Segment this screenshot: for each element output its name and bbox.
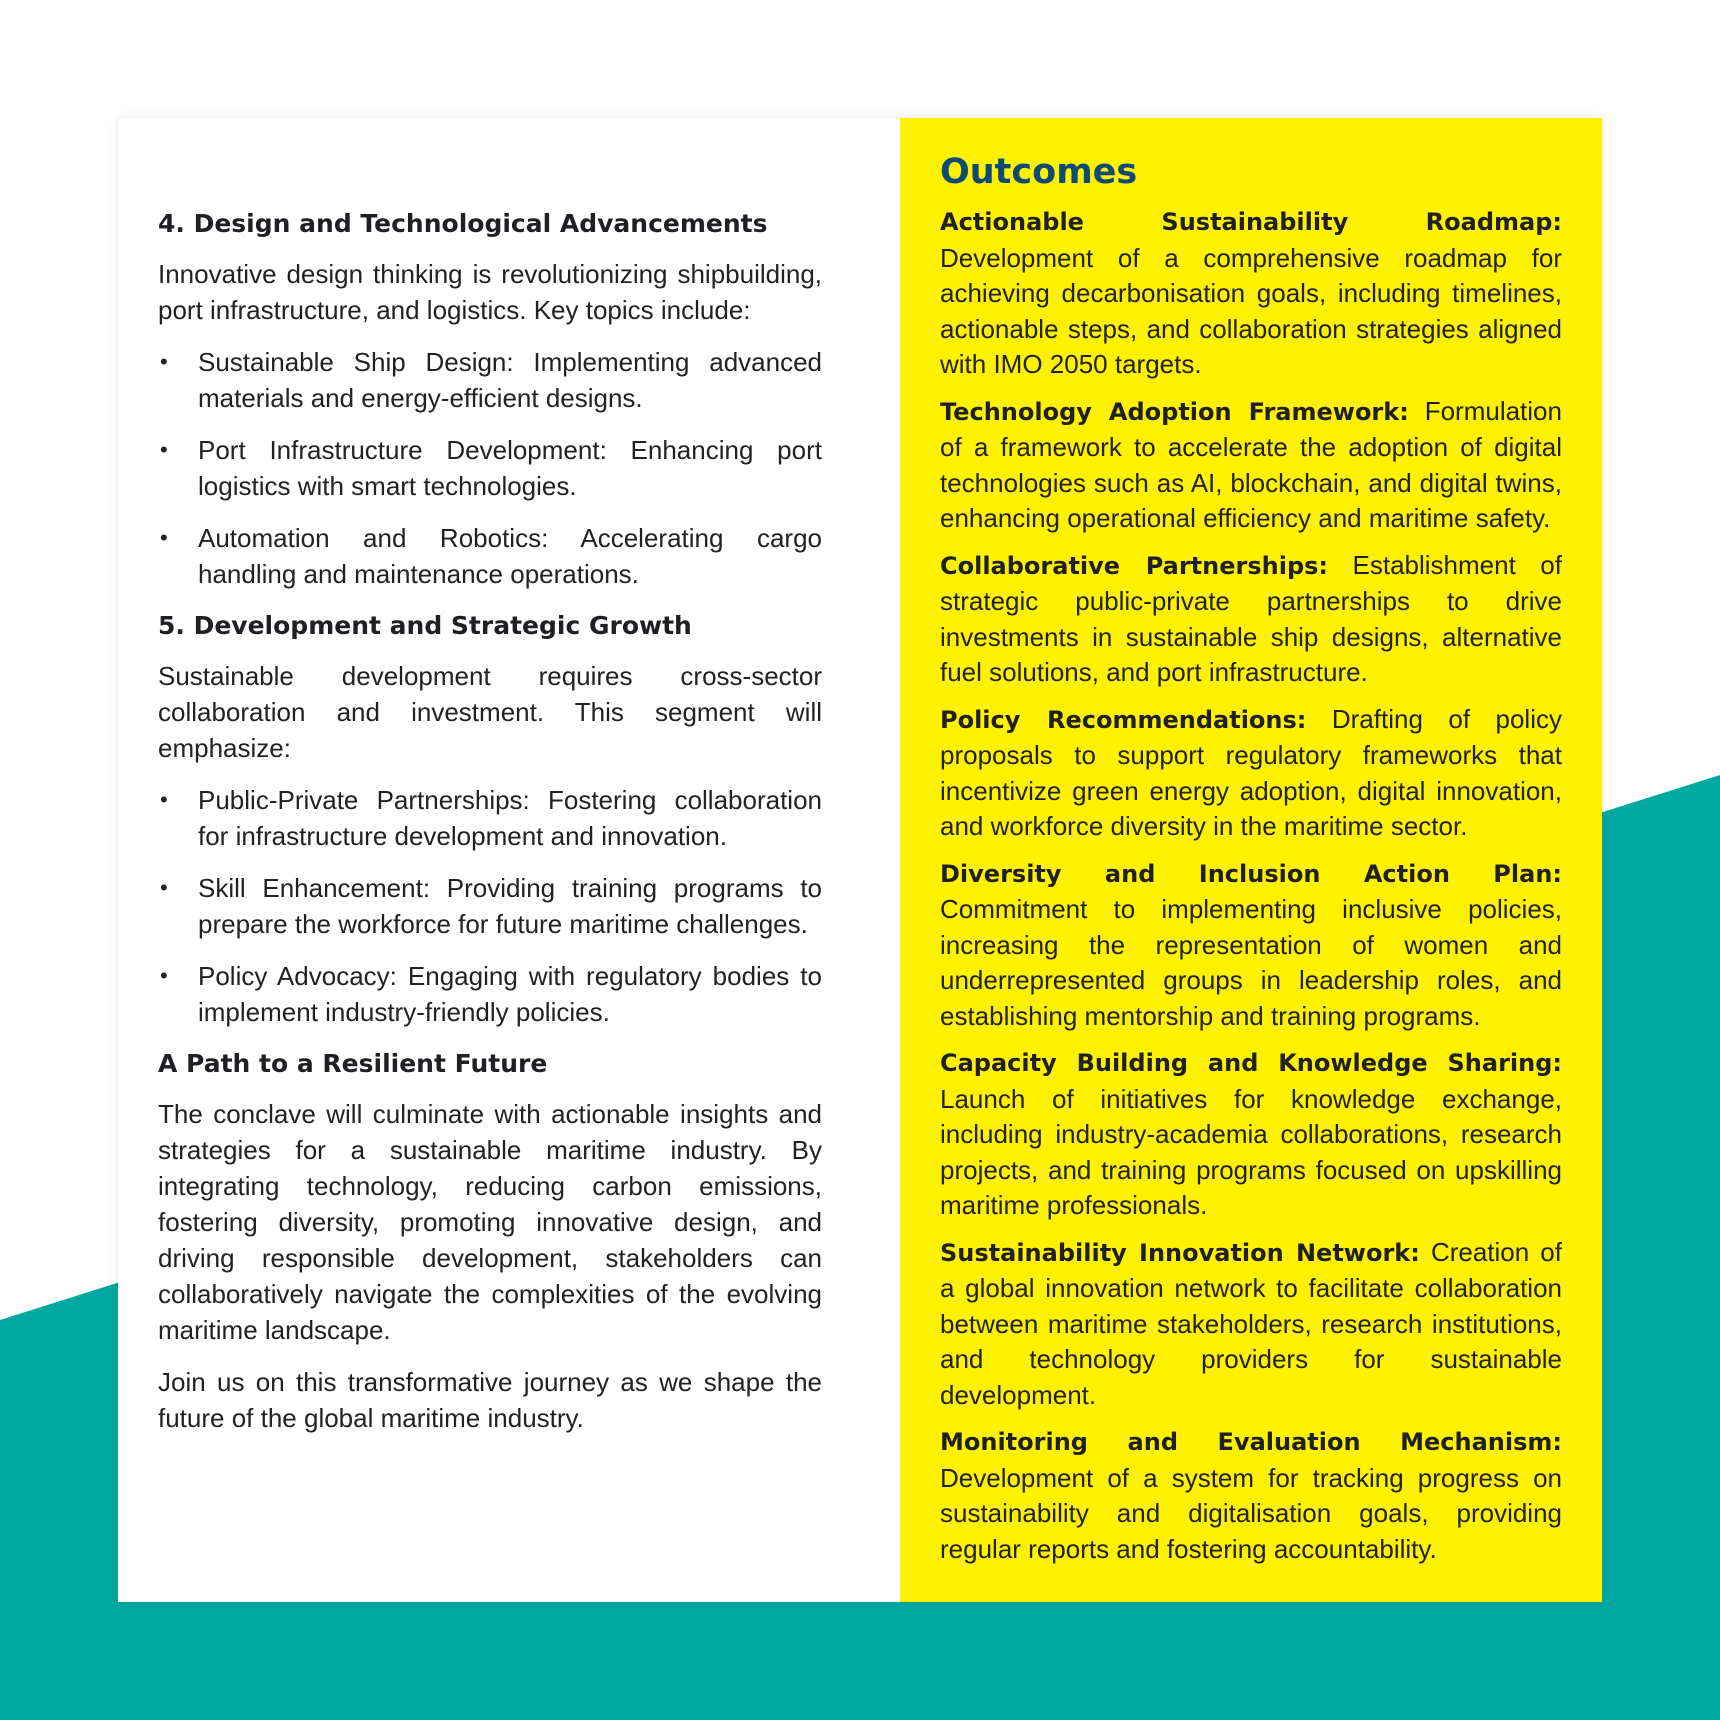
outcome-title: Monitoring and Evaluation Mechanism: <box>940 1428 1562 1456</box>
bullet-text: Sustainable Ship Design: Implementing advanced materials and energy-efficient designs. <box>198 347 822 413</box>
outcome-title: Capacity Building and Knowledge Sharing: <box>940 1049 1562 1077</box>
outcome-item <box>940 204 1562 383</box>
bullet-text: Port Infrastructure Development: Enhancing port logistics with smart technologies. <box>198 435 822 501</box>
outcome-title: Actionable Sustainability Roadmap: <box>940 208 1562 236</box>
section5-intro: Sustainable development requires cross-sector collaboration and investment. This segment will emphasize: <box>158 661 822 763</box>
list-item <box>158 432 822 504</box>
list-item <box>158 958 822 1030</box>
outcome-text: Launch of initiatives for knowledge exchange, including industry-academia collaborations, research projects, and training programs focused on upskilling maritime professionals. <box>940 1083 1562 1220</box>
section4-heading: 4. Design and Technological Advancements <box>158 209 768 238</box>
bullet-text: Automation and Robotics: Accelerating cargo handling and maintenance operations. <box>198 523 822 589</box>
bullet-text: Public-Private Partnerships: Fostering collaboration for infrastructure development and innovation. <box>198 785 822 851</box>
closing-paragraph: Join us on this transformative journey as we shape the future of the global maritime industry. <box>158 1367 822 1433</box>
outcome-item <box>940 394 1562 537</box>
outcome-text: Commitment to implementing inclusive policies, increasing the representation of women and underrepresented groups in leadership roles, and establishing mentorship and training programs. <box>940 894 1562 1031</box>
section4-intro: Innovative design thinking is revolutionizing shipbuilding, port infrastructure, and logistics. Key topics include: <box>158 259 822 325</box>
section5-heading: 5. Development and Strategic Growth <box>158 611 692 640</box>
outcome-text: Development of a system for tracking progress on sustainability and digitalisation goals, providing regular reports and fostering accountability. <box>940 1462 1562 1564</box>
bullet-icon: • <box>160 437 168 462</box>
outcome-title: Technology Adoption Framework: <box>940 397 1409 426</box>
outcome-text: Establishment of strategic public-private partnerships to drive investments in sustainable ship designs, alternative fuel solutions, and port infrastructure. <box>940 549 1562 687</box>
outcome-title: Collaborative Partnerships: <box>940 551 1329 580</box>
section5-bullet-list <box>158 782 822 1030</box>
outcome-text: Development of a comprehensive roadmap for achieving decarbonisation goals, including timelines, actionable steps, and collaboration strategies aligned with IMO 2050 targets. <box>940 242 1562 379</box>
bullet-icon: • <box>160 525 168 550</box>
brochure-page-card <box>118 118 1602 1602</box>
outcome-item <box>940 1424 1562 1567</box>
left-column <box>118 118 900 1602</box>
outcomes-title: Outcomes <box>940 152 1138 192</box>
list-item <box>158 344 822 416</box>
list-item <box>158 782 822 854</box>
list-item <box>158 870 822 942</box>
outcome-title: Sustainability Innovation Network: <box>940 1238 1420 1267</box>
outcome-text: Drafting of policy proposals to support regulatory frameworks that incentivize green energy adoption, digital innovation, and workforce diversity in the maritime sector. <box>940 703 1562 841</box>
outcome-item <box>940 856 1562 1035</box>
list-item <box>158 520 822 592</box>
outcome-title: Diversity and Inclusion Action Plan: <box>940 859 1562 888</box>
outcome-title: Policy Recommendations: <box>940 705 1307 734</box>
path-heading: A Path to a Resilient Future <box>158 1049 548 1078</box>
bullet-text: Policy Advocacy: Engaging with regulatory bodies to implement industry-friendly policies. <box>198 961 822 1027</box>
outcome-item <box>940 1235 1562 1414</box>
bullet-icon: • <box>160 875 168 900</box>
bullet-icon: • <box>160 787 168 812</box>
outcome-text: Formulation of a framework to accelerate the adoption of digital technologies such as AI, blockchain, and digital twins, enhancing operational efficiency and maritime safety. <box>940 395 1562 533</box>
path-paragraph: The conclave will culminate with actionable insights and strategies for a sustainable maritime industry. By integrating technology, reducing carbon emissions, fostering diversity, promoting innovative design, and driving responsible development, stakeholders can collaboratively navigate the complexities of the evolving maritime landscape. <box>158 1099 822 1345</box>
section4-bullet-list <box>158 344 822 592</box>
outcome-item <box>940 1045 1562 1224</box>
outcomes-panel <box>900 118 1602 1602</box>
outcome-text: Creation of a global innovation network to facilitate collaboration between maritime stakeholders, research institutions, and technology providers for sustainable development. <box>940 1236 1562 1410</box>
outcome-item <box>940 548 1562 691</box>
outcome-item <box>940 702 1562 845</box>
bullet-icon: • <box>160 963 168 988</box>
bullet-text: Skill Enhancement: Providing training programs to prepare the workforce for future maritime challenges. <box>198 873 822 939</box>
bullet-icon: • <box>160 349 168 374</box>
